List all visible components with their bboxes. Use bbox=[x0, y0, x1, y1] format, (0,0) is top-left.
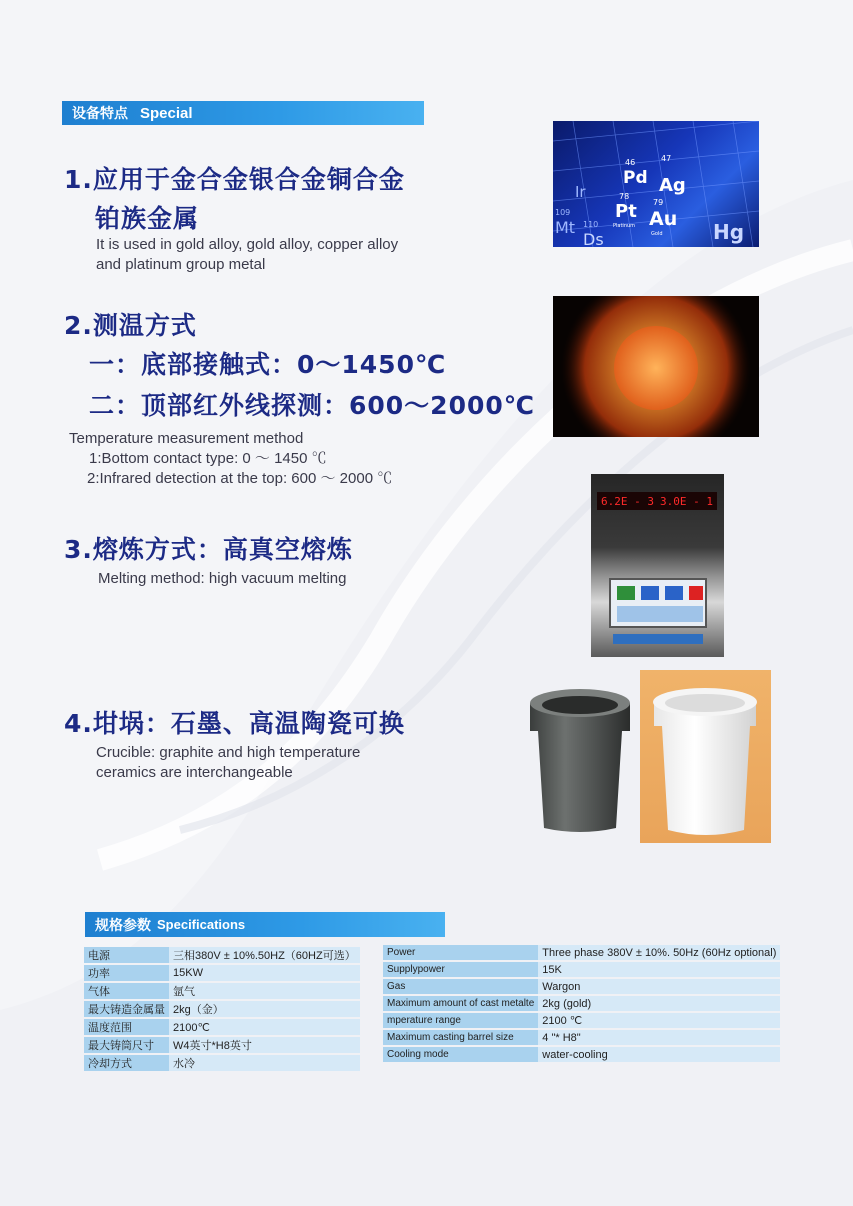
pt-label-platinum: Platinum bbox=[613, 223, 636, 229]
spec-key: Power bbox=[383, 945, 538, 960]
item1-desc-line1: It is used in gold alloy, gold alloy, copper alloy bbox=[96, 236, 399, 253]
spec-value: 三相380V ± 10%.50HZ（60HZ可选） bbox=[169, 947, 360, 963]
specs-title-cn: 规格参数 bbox=[95, 917, 151, 934]
pt-sym-pt: Pt bbox=[615, 201, 637, 222]
spec-value: 2100℃ bbox=[169, 1019, 360, 1035]
graphite-crucible-image bbox=[526, 683, 634, 836]
pt-num-78: 78 bbox=[619, 192, 630, 201]
special-title-cn: 设备特点 bbox=[72, 106, 128, 122]
spec-value: 2kg（金） bbox=[169, 1001, 360, 1017]
spec-value: 15KW bbox=[169, 965, 360, 981]
pt-label-gold: Gold bbox=[651, 231, 663, 237]
spec-value: 水冷 bbox=[169, 1055, 360, 1071]
item1-heading: 1.应用于金合金银合金铜合金 bbox=[64, 165, 405, 194]
ceramic-crucible-image bbox=[640, 670, 771, 843]
special-title-en: Special bbox=[140, 104, 193, 122]
pt-num-46: 46 bbox=[625, 158, 636, 167]
spec-key: 温度范围 bbox=[84, 1019, 169, 1035]
spec-row bbox=[84, 1019, 360, 1035]
spec-row bbox=[383, 945, 780, 960]
spec-key: 气体 bbox=[84, 983, 169, 999]
item2-desc-line2: 1:Bottom contact type: 0 ～ 1450 ℃ bbox=[89, 450, 327, 467]
spec-key: 功率 bbox=[84, 965, 169, 981]
pt-sym-mt: Mt bbox=[555, 218, 576, 237]
spec-value: Wargon bbox=[538, 979, 780, 994]
pt-num-47: 47 bbox=[661, 154, 672, 163]
pt-num-110: 110 bbox=[583, 220, 599, 229]
item1-heading-line2: 铂族金属 bbox=[95, 204, 200, 233]
vacuum-readout bbox=[597, 492, 717, 510]
pt-sym-hg: Hg bbox=[713, 220, 745, 244]
spec-row bbox=[383, 979, 780, 994]
item2-method1: 一：底部接触式：0～1450℃ bbox=[89, 350, 447, 379]
pt-sym-ir: Ir bbox=[575, 183, 586, 201]
pt-num-79: 79 bbox=[653, 198, 664, 207]
molten-metal-image bbox=[553, 296, 759, 437]
spec-value: 氩气 bbox=[169, 983, 360, 999]
spec-row bbox=[84, 983, 360, 999]
control-panel-image bbox=[591, 474, 724, 657]
spec-row bbox=[84, 965, 360, 981]
periodic-table-image bbox=[553, 121, 759, 247]
spec-row bbox=[383, 962, 780, 977]
touch-screen bbox=[609, 578, 707, 628]
spec-value: 4 "* H8" bbox=[538, 1030, 780, 1045]
pt-sym-au: Au bbox=[649, 208, 678, 230]
spec-value: W4英寸*H8英寸 bbox=[169, 1037, 360, 1053]
spec-row bbox=[383, 996, 780, 1011]
item2-desc-line1: Temperature measurement method bbox=[69, 430, 304, 447]
spec-row bbox=[383, 1013, 780, 1028]
spec-value: 2kg (gold) bbox=[538, 996, 780, 1011]
pt-num-109: 109 bbox=[555, 208, 571, 217]
spec-key: Supplypower bbox=[383, 962, 538, 977]
spec-value: 15K bbox=[538, 962, 780, 977]
item1-desc-line2: and platinum group metal bbox=[96, 256, 266, 273]
spec-value: water-cooling bbox=[538, 1047, 780, 1062]
pt-sym-pd: Pd bbox=[623, 168, 648, 188]
item3-desc: Melting method: high vacuum melting bbox=[98, 570, 347, 587]
pt-sym-ag: Ag bbox=[659, 175, 686, 196]
specs-table-en bbox=[383, 943, 780, 1064]
spec-key: 电源 bbox=[84, 947, 169, 963]
vacuum-readout-left: 6.2E - 3 bbox=[601, 494, 654, 508]
item3-heading: 3.熔炼方式：高真空熔炼 bbox=[64, 535, 353, 564]
spec-key: mperature range bbox=[383, 1013, 538, 1028]
spec-value: 2100 ℃ bbox=[538, 1013, 780, 1028]
specs-header bbox=[85, 912, 445, 937]
spec-row bbox=[383, 1047, 780, 1062]
spec-key: Gas bbox=[383, 979, 538, 994]
spec-key: Maximum casting barrel size bbox=[383, 1030, 538, 1045]
spec-row bbox=[383, 1030, 780, 1045]
pt-sym-ds: Ds bbox=[583, 230, 604, 247]
spec-row bbox=[84, 1037, 360, 1053]
spec-row bbox=[84, 1055, 360, 1071]
item2-desc-line3: 2:Infrared detection at the top: 600 ～ 2000 ℃ bbox=[87, 470, 393, 487]
spec-key: 最大铸筒尺寸 bbox=[84, 1037, 169, 1053]
spec-key: 冷却方式 bbox=[84, 1055, 169, 1071]
item2-method2: 二：顶部红外线探测：600～2000℃ bbox=[89, 391, 536, 420]
item4-desc-line2: ceramics are interchangeable bbox=[96, 764, 293, 781]
item4-heading: 4.坩埚：石墨、高温陶瓷可换 bbox=[64, 709, 405, 738]
spec-row bbox=[84, 1001, 360, 1017]
spec-key: 最大铸造金属量 bbox=[84, 1001, 169, 1017]
vacuum-readout-right: 3.0E - 1 bbox=[660, 494, 713, 508]
spec-key: Maximum amount of cast metalte bbox=[383, 996, 538, 1011]
spec-key: Cooling mode bbox=[383, 1047, 538, 1062]
specs-title-en: Specifications bbox=[157, 917, 246, 932]
item2-heading: 2.测温方式 bbox=[64, 311, 197, 340]
spec-row bbox=[84, 947, 360, 963]
special-header bbox=[62, 101, 424, 125]
item4-desc-line1: Crucible: graphite and high temperature bbox=[96, 744, 361, 761]
specs-table-cn bbox=[84, 945, 360, 1073]
spec-value: Three phase 380V ± 10%. 50Hz (60Hz optional) bbox=[538, 945, 780, 960]
